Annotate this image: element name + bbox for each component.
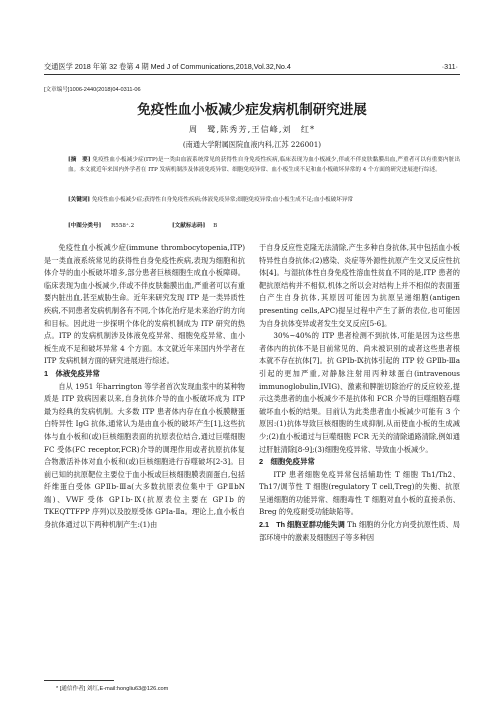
header-rule [44,74,460,75]
footnote: * [通信作者] 刘红,E-mail:hongliu63@126.com [56,686,169,692]
section-1-heading: 1 体液免疫异常 [44,368,100,378]
footnote-rule [44,680,114,681]
section-2-1-paragraph [259,519,460,544]
section-2-paragraph: ITP 患者细胞免疫异常包括辅助性 T 细胞 Th1/Th2、Th17/调节性 T 细胞(regulatory T cell,Treg)的失衡、抗原呈递细胞的功能异常、细胞毒性 T 细胞对血小板的直接杀伤、Breg 的免疫耐受功能缺陷等。 [259,469,460,517]
article-title: 免疫性血小板减少症发病机制研究进展 [137,102,367,118]
abstract [68,156,460,175]
section-2-1-heading: 2.1 Th 细胞亚群功能失调 [259,520,345,530]
right-paragraph-2: 30%~40%的 ITP 患者检测不到抗体,可能是因为这些患者体内的抗体不是目前常见的、尚未被识别的或者这些患者根本就不存在抗体[7]。抗 GPⅠb-Ⅸ抗体引起的 ITP 较 GPⅡb-Ⅲa 引起的更加严重,对静脉注射用丙种球蛋白(intravenous immunoglobulin,IVIG)、激素和脾脏切除治疗的反应较差,提示这类患者的血小板减少不是抗体和 FCR 介导的巨噬细胞吞噬破坏血小板的结果。目前认为此类患者血小板减少可能有 3 个原因:(1)抗体导致巨核细胞的生成抑制,从而使血小板的生成减少;(2)血小板通过与巨噬细胞 FCR 无关的清除通路清除,例如通过肝脏清除[8-9];(3)细胞免疫异常、导致血小板减少。 [259,331,460,454]
article-id: [文章编号]1006-2440(2018)04-0311-06 [44,87,141,93]
authors: 周 鹭,陈秀芳,王信峰,刘 红* [188,124,316,134]
abstract-label: [摘 要] [68,157,91,163]
section-2-1-text: Th 细胞的分化方向受抗原性质、局部环境中的激素及细胞因子等多种因 [259,520,460,542]
abstract-text: 免疫性血小板减少症(ITP)是一类由血液系统常见的获得性自身免疫性疾病,临床表现为血小板减少,伴或不伴皮肤黏膜出血,严重者可以有重要内脏出血。本文就近年来国内外学者在 ITP 发病机制涉及体液免疫异常、细胞免疫异常、血小板生成不足和血小板破坏异常的 4 个方面的研究进展进行综述。 [68,157,461,173]
page-number: ·311· [441,62,458,71]
intro-paragraph: 免疫性血小板减少症(immune thrombocytopenia,ITP)是一类血液系统常见的获得性自身免疫性疾病,表现为细胞和抗体介导的血小板破坏增多,部分患者巨核细胞生成血小板障碍。临床表现为血小板减少,伴或不伴皮肤黏膜出血,严重者可以有重要内脏出血,甚至威胁生命。近年来研究发现 ITP 是一类异质性疾病,不同患者发病机制各有不同,个体化治疗是未来治疗的方向和目标。因此进一步探明个体化的发病机制成为 ITP 研究的热点。ITP 的发病机制涉及体液免疫异常、细胞免疫异常、血小板生成不足和破坏异常 4 个方面。本文就近年来国内外学者在 ITP 发病机制方面的研究进展进行综述。 [44,243,245,366]
doc-code-value: B [213,223,218,229]
keywords-label: [关键词] [68,197,91,203]
keywords [68,196,460,206]
right-column [259,242,460,692]
left-column [44,242,245,672]
section-2-heading: 2 细胞免疫异常 [259,457,315,467]
keywords-text: 免疫性血小板减少症;获得性自身免疫性疾病;体液免疫异常;细胞免疫异常;血小板生成不足;血小板破坏异常 [91,197,354,203]
section-1-paragraph: 自从 1951 年harrington 等学者首次发现血浆中的某种物质是 ITP 致病因素以来,自身抗体介导的血小板破坏成为 ITP 最为经典的发病机制。大多数 ITP 患者体内存在血小板膜糖蛋白特异性 IgG 抗体,通常认为是由血小板的破坏产生[1],这些抗体与血小板和(或)巨核细胞表面的抗原表位结合,通过巨噬细胞 FC 受体(FC receptor,FCR)介导的调理作用或者抗原抗体复合物激活补体对血小板和(或)巨核细胞进行吞噬破坏[2-3]。目前已知的抗原靶位主要位于血小板或巨核细胞膜表面蛋白,包括纤维蛋白受体 GPⅡb-Ⅲa(大多数抗原表位集中于 GPⅡbN 端)、VWF 受体 GPⅠb-Ⅸ(抗原表位主要在 GPⅠb 的 TKEQTTFPP 序列)以及胶原受体 GPⅠa-Ⅱa。理论上,血小板自身抗体通过以下两种机制产生:(1)由 [44,381,245,530]
clc-label: [中图分类号] [68,223,102,229]
doc-code-label: [文献标志码] [172,223,206,229]
clc-value: R558⁺.2 [111,223,135,229]
journal-header: 交通医学 2018 年第 32 卷第 4 期 Med J of Communications,2018,Vol.32,No.4 [44,62,291,71]
affiliation: (南通大学附属医院血液内科,江苏 226001) [182,140,322,149]
right-paragraph-1: 于自身反应性克隆无法清除,产生多种自身抗体,其中包括血小板特异性自身抗体;(2)感染、炎症等外源性抗原产生交叉反应性抗体[4]。与湿抗体性自身免疫性溶血性贫血不同的是,ITP 患者的靶抗原结构并不相似,机体之所以会对结构上并不相似的表面蛋白产生自身抗体,其原因可能因为抗原呈递细胞(antigen presenting cells,APC)提呈过程中产生了新的表位,也可能因为自身抗体变异或者发生交叉反应[5-6]。 [259,243,460,328]
classification-line [68,222,217,232]
